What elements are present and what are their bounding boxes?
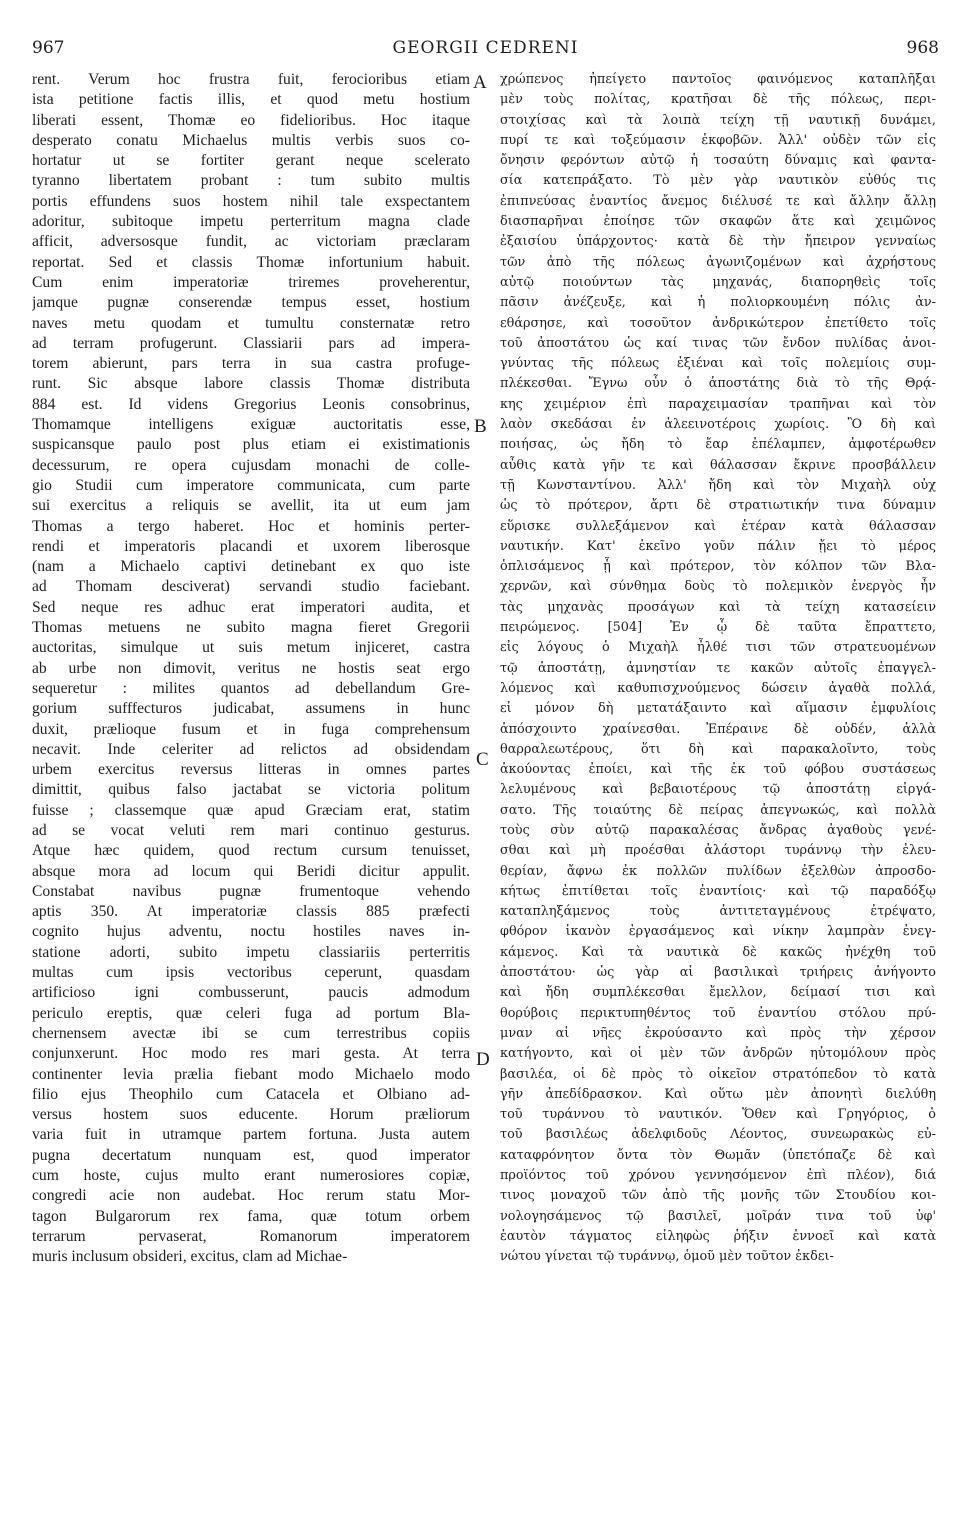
latin-text-line: muris inclusum obsideri, excitus, clam ad Michae- <box>32 1248 348 1266</box>
latin-text-line: fuisse ; classemque quæ apud Græciam erat, statim <box>32 801 470 819</box>
greek-text-line: τὰς μηχανὰς προσάγων καὶ τὰ τείχη κατασείειν <box>500 599 936 615</box>
greek-text-line: καὶ ἤδη συμπλέκεσθαι ἔμελλον, δείμασί τισι καὶ <box>500 985 936 1001</box>
greek-text-line: πυρί τε καὶ τοξεύμασιν ἐκφοβῶν. Ἀλλ' οὐδὲν τῶν εἰς <box>500 132 936 148</box>
latin-text-line: filio ejus Theophilo cum Catacela et Olbiano ad- <box>32 1085 470 1103</box>
greek-text-line: θορύβοις περικτυπηθέντος τοῦ ἐναντίου στόλου πρύ- <box>500 1005 936 1021</box>
greek-text-line: τοὺς σὺν αὐτῷ παρακαλέσας ἄνδρας ἀγαθοὺς γενέ- <box>500 822 936 838</box>
greek-text-line: γῆν ἀπεδίδρασκον. Καὶ οὕτω μὲν ἀπονητὶ διελύθη <box>500 1086 936 1102</box>
greek-text-line: γνύντας τῆς πόλεως ἐξιέναι καὶ τοῖς πολεμίοις συμ- <box>500 356 936 372</box>
greek-text-line: σατο. Τῆς τοιαύτης δὲ πείρας ἀπεγνωκώς, καὶ πολλὰ <box>500 802 936 818</box>
latin-text-line: artificioso igni combusserunt, paucis admodum <box>32 984 470 1002</box>
greek-text-line: βασιλέα, οἱ δὲ πρὸς τὸ οἰκεῖον στρατόπεδον τὸ κατὰ <box>500 1066 936 1082</box>
greek-text-line: λαὸν σκεδάσαι ἐν ἀλεεινοτέροις χωρίοις. Ὃ δὴ καὶ <box>500 417 936 433</box>
greek-text-line: λόμενος καὶ καθυπισχνούμενος δώσειν ἀγαθὰ πολλά, <box>500 680 936 696</box>
greek-text-line: μὲν τοὺς πολίτας, κρατῆσαι δὲ τῆς πόλεως, περι- <box>500 92 936 108</box>
running-title: GEORGII CEDRENI <box>392 38 579 58</box>
latin-text-line: torem abierunt, pars terra in sua castra profuge- <box>32 355 470 373</box>
latin-text-line: hortatur ut se fortiter gerant neque scelerato <box>32 152 470 170</box>
latin-text-line: rent. Verum hoc frustra fuit, ferocioribus etiam <box>32 71 470 88</box>
greek-text-line: πᾶσιν ἀνέζευξε, καὶ ἡ πολιορκουμένη πόλις ἀν- <box>500 295 936 311</box>
margin-marker-c: C <box>476 749 489 770</box>
greek-text-line: λελυμένους καὶ βεβαιοτέρους τῷ ἀποστάτῃ εἰργά- <box>500 782 936 798</box>
greek-text-line: θερίαν, ἄφνω ἐκ πολλῶν πυλίδων ἐξελθὼν ἀπροσδο- <box>500 863 936 879</box>
greek-text-line: τοῦ τυράννου τὸ ναυτικόν. Ὅθεν καὶ Γρηγόριος, ὁ <box>500 1107 936 1123</box>
greek-text-line: ποιήσας, ὡς ἤδη τὸ ἔαρ ἐπέλαμπεν, ἀμφοτέρωθεν <box>500 437 936 453</box>
latin-text-line: pugna decertatum nunquam est, quod imperator <box>32 1146 470 1164</box>
latin-text-line: tyranno libertatem probant : tum subito multis <box>32 172 470 190</box>
latin-text-line: Thomamque intelligens exiguæ auctoritatis esse, <box>32 416 470 434</box>
greek-text-line: καταπληξάμενος τοὺς ἀντιτεταγμένους ἐτρέψατο, <box>500 904 936 920</box>
latin-text-line: aptis 350. At imperatoriæ classis 885 præfecti <box>32 903 470 921</box>
greek-text-line: ἀκούοντας ἐποίει, καὶ τῆς ἐκ τοῦ φόβου συστάσεως <box>500 762 936 778</box>
latin-text-line: rendi et imperatoris placandi et uxorem liberosque <box>32 537 470 555</box>
latin-text-line: tagon Bulgarorum rex fama, quæ totum orbem <box>32 1207 470 1225</box>
greek-text-line: προϊόντος τοῦ χρόνου γεννησόμενον ἐπὶ πλέον), διά <box>500 1168 936 1184</box>
margin-marker-b: B <box>474 416 487 437</box>
latin-text-line: periculo ereptis, quæ celeri fuga ad portum Bla- <box>32 1004 470 1022</box>
greek-text-line: τινος μοναχοῦ τῶν ἀπὸ τῆς μονῆς τῶν Στουδίου κοι- <box>500 1188 936 1204</box>
latin-text-line: conjunxerunt. Hoc modo res mari gesta. At terra <box>32 1045 470 1063</box>
latin-text-line: jamque pugnæ conserendæ tempus esset, hostium <box>32 294 470 312</box>
latin-text-line: versus hostem suos educente. Horum præliorum <box>32 1106 470 1124</box>
latin-text-line: Constabat navibus pugnæ frumentoque vehendo <box>32 882 470 900</box>
latin-text-line: varia fuit in utramque partem fortuna. Justa autem <box>32 1126 470 1144</box>
latin-text-line: sequeretur : milites quantos ad debellandum Gre- <box>32 679 470 697</box>
greek-text-line: ναυτικήν. Κατ' ἐκεῖνο γοῦν πάλιν ᾔει τὸ μέρος <box>500 538 936 554</box>
latin-column <box>32 70 470 1268</box>
greek-text-line: αὖθις κατὰ γῆν τε καὶ θάλασσαν ἔκρινε προσβάλλειν <box>500 457 936 473</box>
greek-text-line: εθάρσησε, καὶ τοσοῦτον ἀνδρικώτερον ἐπετίθετο τοῖς <box>500 315 936 331</box>
latin-text-line: absque mora ad locum qui Beridi dicitur appulit. <box>32 862 470 880</box>
greek-text-line: θαρραλεωτέρους, ὅτι δὴ καὶ παρακαλοῖντο, τοὺς <box>500 741 936 757</box>
greek-text-line: καταφρόνητον ὄντα τὸν Θωμᾶν (ὑπετόπαζε δὲ καὶ <box>500 1147 936 1163</box>
latin-text-line: continenter levia prælia fiebant modo Michaelo modo <box>32 1065 470 1083</box>
latin-text-line: suspicansque paulo post plus etiam ei existimationis <box>32 436 470 454</box>
greek-text-line: τῶν ἀπὸ τῆς πόλεως ἀγωνιζομένων καὶ ἀχρήστους <box>500 254 936 270</box>
latin-text-line: dimittit, quibus falso jactabat se victoria politum <box>32 781 470 799</box>
greek-text-line: κης χειμέριον ἐπὶ παραχειμασίαν τραπῆναι καὶ τὸν <box>500 396 936 412</box>
latin-text-line: ad terram profugerunt. Classiarii pars ad impera- <box>32 334 470 352</box>
greek-text-line: διασπαρῆναι ἐποίησε τῶν σκαφῶν ἅτε καὶ χειμῶνος <box>500 214 936 230</box>
latin-text-line: ad se vocat veluti rem mari continuo gesturus. <box>32 821 470 839</box>
latin-text-line: reportat. Sed et classis Thomæ infortunium habuit. <box>32 253 470 271</box>
latin-text-line: (nam a Michaelo captivi detinebant ex quo iste <box>32 558 470 576</box>
latin-text-line: Sed neque res adhuc erat imperatori audita, et <box>32 598 470 616</box>
latin-text-line: cum hoste, cujus multo erant numerosiores copiæ, <box>32 1167 470 1185</box>
page-number-left: 967 <box>32 38 65 58</box>
greek-text-line: ἐπιπνεύσας ἐναντίος ἄνεμος διέλυσέ τε καὶ ἄλλην ἄλλῃ <box>500 193 936 209</box>
latin-text-line: gorium sufffecturos judicabat, assumens in hunc <box>32 700 470 718</box>
greek-text-line: κήτως ἐπιτίθεται τοῖς ἐναντίοις· καὶ τῷ παραδόξῳ <box>500 883 936 899</box>
greek-text-line: ἐξαισίου ὑπάρχοντος· κατὰ δὲ τὴν ἤπειρον γενναίως <box>500 234 936 250</box>
greek-text-line: ἑαυτὸν τάγματος εἰληφὼς ῥήξιν ἐννοεῖ καὶ κατὰ <box>500 1228 936 1244</box>
greek-text-line: τῇ Κωνσταντίνου. Ἀλλ' ἤδη καὶ τὸν Μιχαὴλ οὐχ <box>500 477 936 493</box>
greek-text-line: νολογησάμενος τῷ βασιλεῖ, μοῖράν τινα τοῦ ὑφ' <box>500 1208 936 1224</box>
latin-text-line: Thomas metuens ne subito magna fieret Gregorii <box>32 619 470 637</box>
latin-text-line: naves metu quodam et tumultu consternatæ retro <box>32 314 470 332</box>
latin-text-line: urbem exercitus reversus litteras in omnes partes <box>32 761 470 779</box>
latin-text-line: Thomas a tergo haberet. Hoc et hominis perter- <box>32 517 470 535</box>
latin-text-line: duxit, prælioque fusum et in fuga comprehensum <box>32 720 470 738</box>
greek-text-line: αὐτῷ ποιούντων τὰς μηχανάς, διαπορηθεὶς τοῖς <box>500 274 936 290</box>
latin-text-line: terrarum pervaserat, Romanorum imperatorem <box>32 1227 470 1245</box>
latin-text-line: decessurum, re opera cujusdam monachi de colle- <box>32 456 470 474</box>
greek-text-line: νώτου γίνεται τῷ τυράννῳ, ὁμοῦ μὲν τοῦτον ἐκδει- <box>500 1249 834 1265</box>
latin-text-line: cognito hujus adventu, noctu hostiles naves in- <box>32 923 470 941</box>
greek-text-line: χερνῶν, καὶ σύνθημα δοὺς τὸ πολεμικὸν ἐνεργὸς ἦν <box>500 579 936 595</box>
latin-text-line: runt. Sic absque labore classis Thomæ distributa <box>32 375 470 393</box>
greek-text-line: τοῦ βασιλέως ἀδελφιδοῦς Λέοντος, συνεωρακὼς εὐ- <box>500 1127 936 1143</box>
latin-text-line: ad Thomam desciverat) servandi studio faciebant. <box>32 578 470 596</box>
greek-text-line: ὁπλισάμενος ᾗ καὶ πρότερον, τὸν κόλπον τῶν Βλα- <box>500 559 936 575</box>
greek-column <box>500 70 936 1268</box>
latin-text-line: Atque hæc quidem, quod rectum cursum tenuisset, <box>32 842 470 860</box>
page-header <box>32 38 939 64</box>
greek-text-line: εἰς λόγους ὁ Μιχαὴλ ἦλθέ τισι τῶν στρατευομένων <box>500 640 936 656</box>
latin-text-line: ista petitione factis illis, et quod metu hostium <box>32 91 470 109</box>
latin-text-line: necavit. Inde celeriter ad relictos ad obsidendam <box>32 740 470 758</box>
greek-text-line: πλέκεσθαι. Ἔγνω οὖν ὁ ἀποστάτης διὰ τὸ τῆς Θρᾴ- <box>500 376 936 392</box>
greek-text-line: πειρώμενος. [504] Ἐν ᾧ δὲ ταῦτα ἔπραττετο, <box>500 620 936 636</box>
greek-text-line: σία κατεπράξατο. Τὸ μὲν γὰρ ναυτικὸν εὐθύς τις <box>500 173 936 189</box>
greek-text-line: στοιχίσας καὶ τὰ λοιπὰ τείχη τῇ ναυτικῇ δυνάμει, <box>500 112 936 128</box>
greek-text-line: εἰ μόνον δὴ μετατάξαιντο καὶ αἵμασιν ἐμφυλίοις <box>500 701 936 717</box>
latin-text-line: congredi acie non audebat. Hoc rerum statu Mor- <box>32 1187 470 1205</box>
latin-text-line: statione adorti, subito impetu classiariis perterritis <box>32 943 470 961</box>
page-number-right: 968 <box>906 38 939 58</box>
latin-text-line: 884 est. Id videns Gregorius Leonis consobrinus, <box>32 395 470 413</box>
latin-text-line: sui exercitus a reliquis se avellit, ita ut eum jam <box>32 497 470 515</box>
greek-text-line: ὡς τὸ πρότερον, ἄρτι δὲ στρατιωτικήν τινα δύναμιν <box>500 498 936 514</box>
latin-text-line: chernensem avectæ ibi se cum terrestribus copiis <box>32 1024 470 1042</box>
greek-text-line: ἀποστάτου· ὡς γὰρ αἱ βασιλικαὶ τριήρεις ἀνήγοντο <box>500 965 936 981</box>
latin-text-line: liberati essent, Thomæ eo fidelioribus. Hoc itaque <box>32 111 470 129</box>
greek-text-line: σθαι καὶ μὴ προέσθαι ἀλάστορι τυράννῳ τὴν ἐλευ- <box>500 843 936 859</box>
greek-text-line: ὄνησιν φερόντων αὐτῷ ἡ τοσαύτη δύναμις καὶ φαντα- <box>500 153 936 169</box>
greek-text-line: κάμενος. Καὶ τὰ ναυτικὰ δὲ κακῶς ἠνέχθη τοῦ <box>500 944 936 960</box>
greek-text-line: τῷ ἀποστάτῃ, ἀμνηστίαν τε κακῶν αὐτοῖς ἐπαγγελ- <box>500 660 936 676</box>
latin-text-line: ab urbe non dimovit, veritus ne hostis seat ergo <box>32 659 470 677</box>
greek-text-line: κατήγοντο, καὶ οἱ μὲν τῶν ἀνδρῶν ηὐτομόλουν πρὸς <box>500 1046 936 1062</box>
margin-marker-a: A <box>473 72 487 93</box>
latin-text-line: Cum enim imperatoriæ triremes proveherentur, <box>32 273 470 291</box>
margin-marker-d: D <box>476 1049 490 1070</box>
greek-text-line: ἀπόσχοιντο χραίνεσθαι. Ἐπέραινε δὲ οὐδέν, ἀλλὰ <box>500 721 936 737</box>
latin-text-line: afficit, adversosque fundit, ac victoriam præclaram <box>32 233 470 251</box>
greek-text-line: φθόρον ἱκανὸν ἐργασάμενος καὶ νίκην λαμπρὰν ἐνεγ- <box>500 924 936 940</box>
greek-text-line: χρώπενος ἠπείγετο παντοῖος φαινόμενος καταπλῆξαι <box>500 72 936 87</box>
greek-text-line: εὕρισκε συλλεξάμενον καὶ ἑτέραν κατὰ θάλασσαν <box>500 518 936 534</box>
latin-text-line: multas cum ipsis vectoribus ceperunt, quasdam <box>32 964 470 982</box>
greek-text-line: τοῦ ἀποστάτου ὡς καί τινας τῶν ἔνδον πυλίδας ἀνοι- <box>500 335 936 351</box>
latin-text-line: adoritur, subitoque impetu perterritum magna clade <box>32 213 470 231</box>
latin-text-line: portis effundens suos hostem nihil tale exspectantem <box>32 192 470 210</box>
latin-text-line: desperato conatu Michaelus multis verbis suos co- <box>32 131 470 149</box>
greek-text-line: μναν αἱ νῆες ἐκρούσαντο καὶ πρὸς τὴν χέρσον <box>500 1025 936 1041</box>
latin-text-line: auctoritas, simulque ut suis metum injiceret, castra <box>32 639 470 657</box>
latin-text-line: gio Studii cum imperatore communicata, cum parte <box>32 476 470 494</box>
